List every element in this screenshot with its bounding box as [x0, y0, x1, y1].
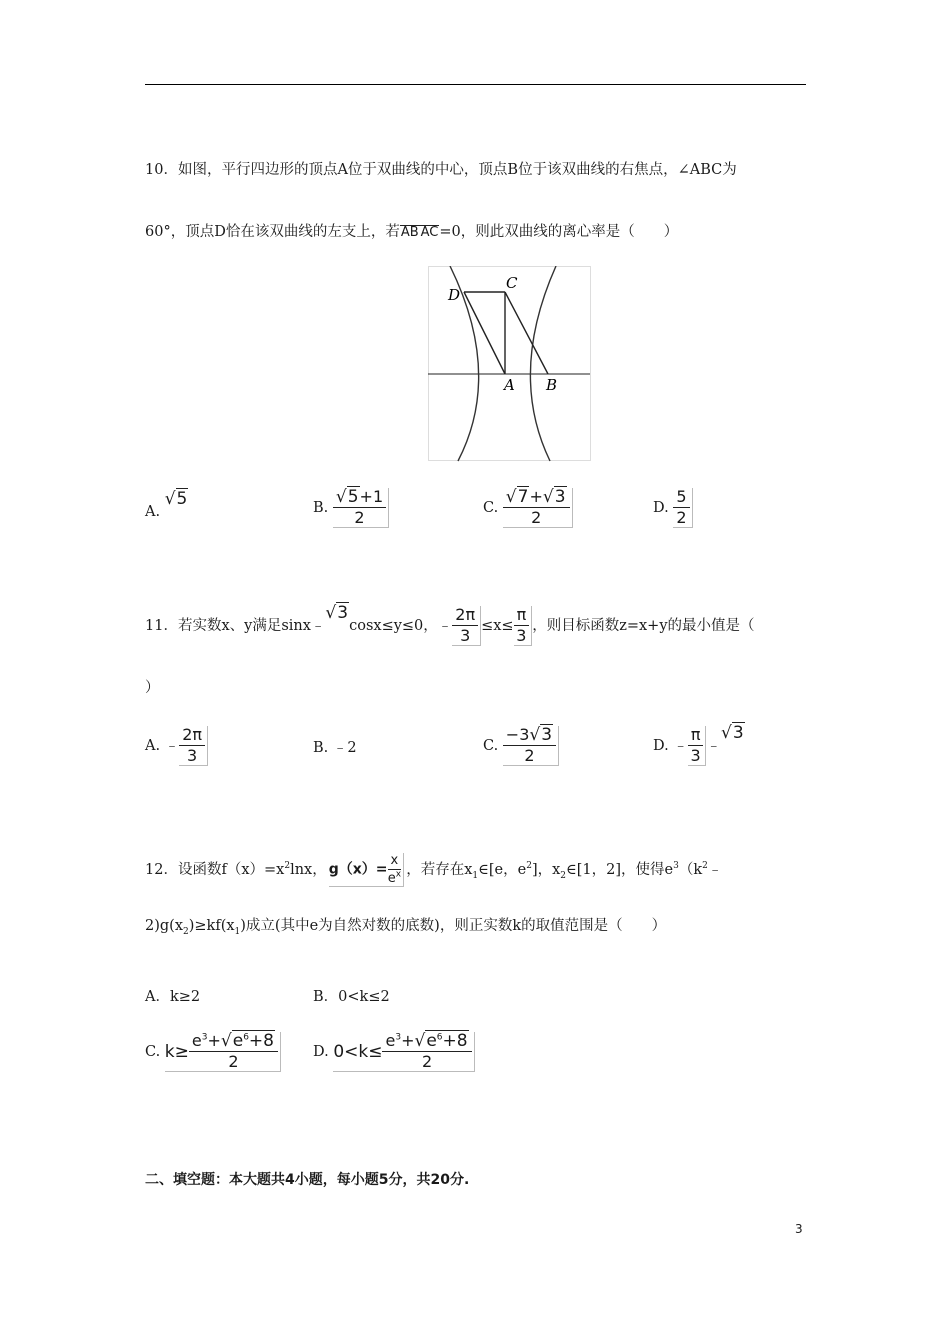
label-a: A: [504, 376, 515, 394]
edge-da: [464, 292, 505, 374]
hyperbola-figure: [428, 266, 592, 462]
label-d: D: [448, 286, 461, 304]
q11-option-a[interactable]: A. ﹣ $\frac{2\pi}{3}$: [145, 726, 208, 766]
sqrt: √5: [164, 489, 188, 509]
section-heading: 二、填空题：本大题共4小题，每小题5分，共20分.: [145, 1172, 470, 1188]
vector-ab: AB: [400, 225, 419, 240]
q12-option-a[interactable]: A．k≥2: [145, 989, 201, 1005]
fraction: $\frac{√7+√3}{2}$: [503, 488, 573, 528]
q12-option-d[interactable]: D. 0<k≤ $\frac{e^3+√e^6+8}{2}$: [313, 1032, 475, 1072]
q11-option-b[interactable]: B. ﹣2: [313, 740, 357, 756]
q12-option-c[interactable]: C. k≥ $\frac{e^3+√e^6+8}{2}$: [145, 1032, 281, 1072]
fraction: $\frac{5}{2}$: [673, 488, 692, 528]
q11-option-c[interactable]: C. $\frac{-3√3}{2}$: [483, 726, 559, 766]
page-number: 3: [795, 1222, 803, 1236]
q11-option-d[interactable]: D. ﹣ $\frac{\pi}{3}$ ﹣√3: [653, 723, 744, 765]
q12-option-b[interactable]: B．0<k≤2: [313, 989, 390, 1005]
q11-line2: ）: [145, 680, 160, 696]
q10-line2: 60°，顶点D恰在该双曲线的左支上，若AB AC=0，则此双曲线的离心率是（ ）: [145, 224, 679, 240]
q10-line1: 10．如图，平行四边形的顶点A位于双曲线的中心，顶点B位于该双曲线的右焦点，∠ABC为: [145, 162, 737, 178]
q12-line1: 12．设函数$f(x)=x^2\ln x$， g（x）= $\frac{x}{e^x}$ ，若存在$x_1\in[e$，$e^2$]，$x_2\in[1$，2]，使得$e^3(k^2﹣$: [145, 853, 723, 886]
fraction: $\frac{√5+1}{2}$: [333, 488, 389, 528]
q10-option-d[interactable]: D. $\frac{5}{2}$: [653, 488, 693, 528]
label-c: C: [506, 274, 518, 292]
inequality: k≥ $\frac{e^3+√e^6+8}{2}$: [165, 1032, 281, 1072]
q10-option-c[interactable]: C. $\frac{√7+√3}{2}$: [483, 488, 573, 528]
header-rule: [145, 84, 806, 85]
q11-line1: 11．若实数x、y满足sinx﹣√3cosx≤y≤0，﹣ $\frac{2\pi}{3}$ ≤x≤ $\frac{\pi}{3}$ ，则目标函数z=x+y的最小值是（: [145, 603, 755, 645]
q12-line2: $2)g(x_2)\ge kf(x_1)$成立(其中e为自然对数的底数)，则正实数k的取值范围是（ ）: [145, 918, 667, 937]
inequality: 0<k≤ $\frac{e^3+√e^6+8}{2}$: [333, 1032, 474, 1072]
label-b: B: [546, 376, 558, 394]
g-function: g（x）= $\frac{x}{e^x}$: [329, 853, 405, 887]
vector-ac: AC: [420, 225, 439, 240]
q10-option-a[interactable]: A. √5: [145, 489, 188, 520]
q10-option-b[interactable]: B. $\frac{√5+1}{2}$: [313, 488, 389, 528]
